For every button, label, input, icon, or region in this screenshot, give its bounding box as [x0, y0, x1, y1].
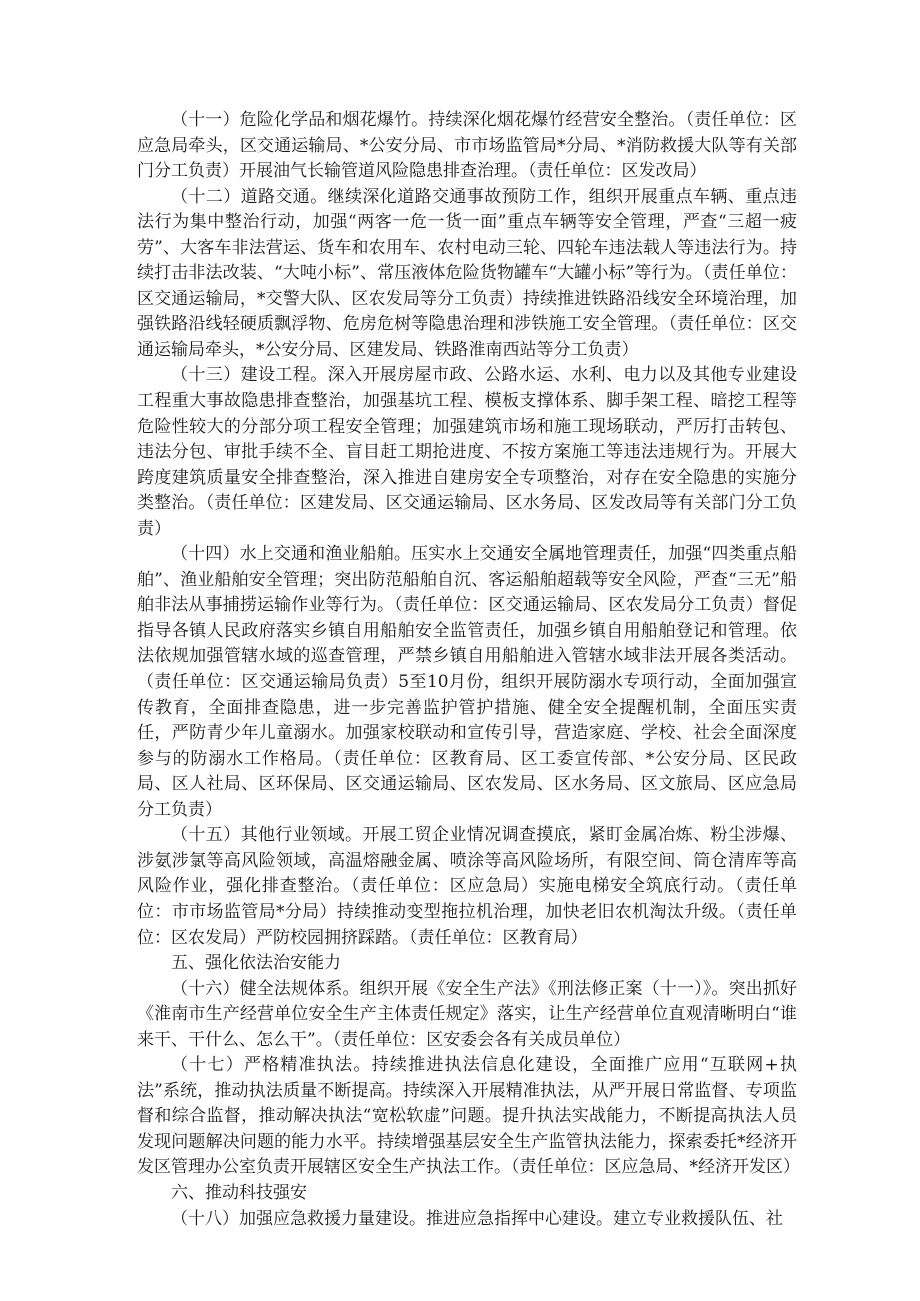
paragraph-11: （十一）危险化学品和烟花爆竹。持续深化烟花爆竹经营安全整治。（责任单位：区应急局牵头，区交通运输局、*公安分局、市市场监管局*分局、*消防救援大队等有关部门分工负责）开展油气长输管道风险隐患排查治理。（责任单位：区发改局）: [137, 110, 797, 182]
paragraph-17: （十七）严格精准执法。持续推进执法信息化建设，全面推广应用“互联网+执法”系统，推动执法质量不断提高。持续深入开展精准执法，从严开展日常监督、专项监督和综合监督，推动解决执法“宽松软虚”问题。提升执法实战能力，不断提高执法人员发现问题解决问题的能力水平。持续增强基层安全生产监管执法能力，探索委托*经济开发区管理办公室负责开展辖区安全生产执法工作。（责任单位：区应急局、*经济开发区）: [137, 1055, 800, 1178]
paragraph-16: （十六）健全法规体系。组织开展《安全生产法》《刑法修正案（十一）》。突出抓好《淮南市生产经营单位安全生产主体责任规定》落实，让生产经营单位直观清晰明白“谁来干、干什么、怎么干”。（责任单位：区安委会各有关成员单位）: [137, 978, 797, 1050]
paragraph-18: （十八）加强应急救援力量建设。推进应急指挥中心建设。建立专业救援队伍、社: [171, 1208, 783, 1229]
paragraph-15: （十五）其他行业领域。开展工贸企业情况调查摸底，紧盯金属冶炼、粉尘涉爆、涉氨涉氯等高风险领域，高温熔融金属、喷涂等高风险场所，有限空间、筒仓清库等高风险作业，强化排查整治。（责任单位：区应急局）实施电梯安全筑底行动。（责任单位：市市场监管局*分局）持续推动变型拖拉机治理，加快老旧农机淘汰升级。（责任单位：区农发局）严防校园拥挤踩踏。（责任单位：区教育局）: [137, 825, 797, 948]
paragraph-12: （十二）道路交通。继续深化道路交通事故预防工作，组织开展重点车辆、重点违法行为集中整治行动，加强“两客一危一货一面”重点车辆等安全管理，严查“三超一疲劳”、大客车非法营运、货车和农用车、农村电动三轮、四轮车违法载人等违法行为。持续打击非法改装、“大吨小标”、常压液体危险货物罐车“大罐小标”等行为。（责任单位：区交通运输局，*交警大队、区农发局等分工负责）持续推进铁路沿线安全环境治理，加强铁路沿线轻硬质飘浮物、危房危树等隐患治理和涉铁施工安全管理。（责任单位：区交通运输局牵头，*公安分局、区建发局、铁路淮南西站等分工负责）: [137, 186, 797, 360]
section-heading-5: 五、强化依法治安能力: [171, 953, 341, 974]
paragraph-13: （十三）建设工程。深入开展房屋市政、公路水运、水利、电力以及其他专业建设工程重大事故隐患排查整治，加强基坑工程、模板支撑体系、脚手架工程、暗挖工程等危险性较大的分部分项工程安全管理；加强建筑市场和施工现场联动，严厉打击转包、违法分包、审批手续不全、盲目赶工期抢进度、不按方案施工等违法违规行为。开展大跨度建筑质量安全排查整治，深入推进自建房安全专项整治，对存在安全隐患的实施分类整治。（责任单位：区建发局、区交通运输局、区水务局、区发改局等有关部门分工负责）: [137, 365, 797, 539]
section-heading-6: 六、推动科技强安: [171, 1182, 307, 1203]
paragraph-14: （十四）水上交通和渔业船舶。压实水上交通安全属地管理责任，加强“四类重点船舶”、渔业船舶安全管理；突出防范船舶自沉、客运船舶超载等安全风险，严查“三无”船舶非法从事捕捞运输作业等行为。（责任单位：区交通运输局、区农发局分工负责）督促指导各镇人民政府落实乡镇自用船舶安全监管责任，加强乡镇自用船舶登记和管理。依法依规加强管辖水域的巡查管理，严禁乡镇自用船舶进入管辖水域非法开展各类活动。（责任单位：区交通运输局负责）5至10月份，组织开展防溺水专项行动，全面加强宣传教育，全面排查隐患，进一步完善监护管护措施、健全安全提醒机制，全面压实责任，严防青少年儿童溺水。加强家校联动和宣传引导，营造家庭、学校、社会全面深度参与的防溺水工作格局。（责任单位：区教育局、区工委宣传部、*公安分局、区民政局、区人社局、区环保局、区交通运输局、区农发局、区水务局、区文旅局、区应急局分工负责）: [137, 544, 797, 820]
document-page: [137, 108, 800, 1232]
